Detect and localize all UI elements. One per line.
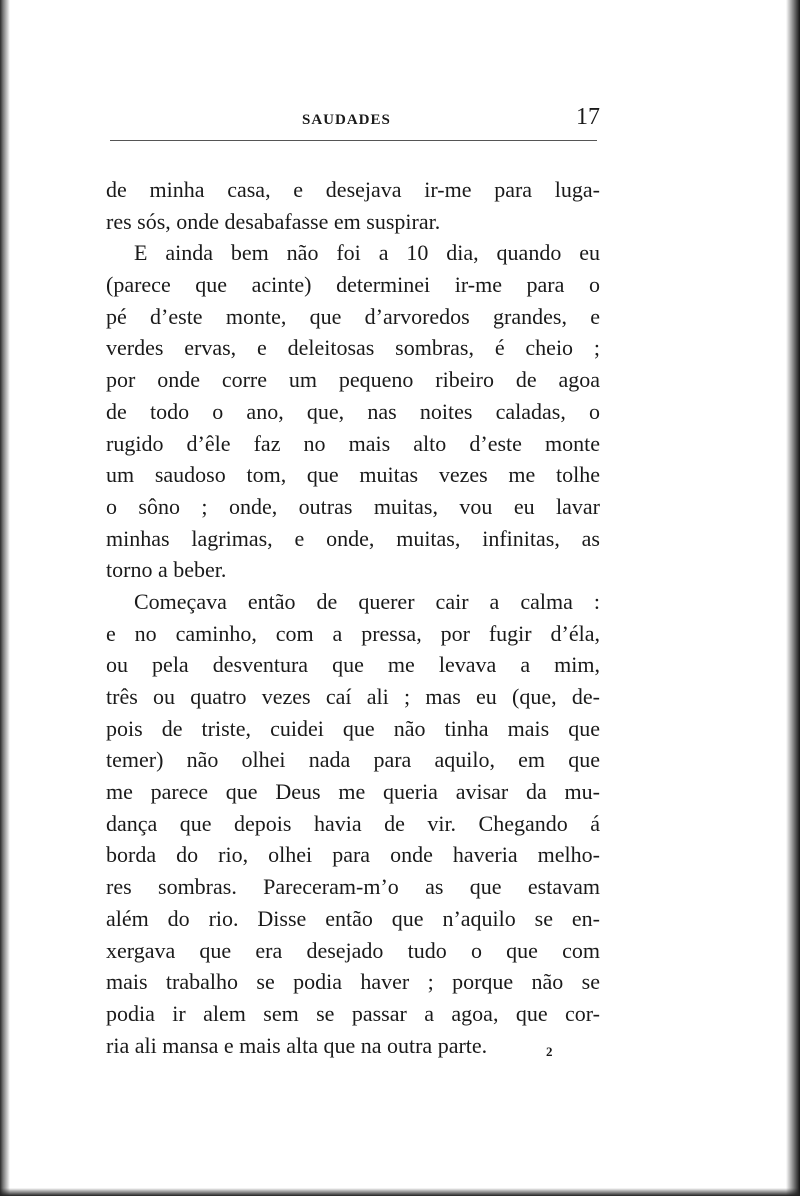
text-line: podia ir alem sem se passar a agoa, que cor- [106,1000,600,1026]
text-line: três ou quatro vezes caí ali ; mas eu (que, de- [106,684,600,709]
text-line: ou pela desventura que me levava a mim, [106,652,600,678]
text-line: por onde corre um pequeno ribeiro de agoa [106,367,600,393]
text-line: um saudoso tom, que muitas vezes me tolhe [106,462,600,488]
text-line: dança que depois havia de vir. Chegando á [106,810,600,836]
text-line: pé d’este monte, que d’arvoredos grandes, e [106,303,600,329]
text-line: além do rio. Disse então que n’aquilo se en- [106,905,600,931]
signature-mark: 2 [546,1044,553,1059]
text-line: res sombras. Pareceram-m’o as que estavam [106,874,600,900]
text-line: de minha casa, e desejava ir-me para luga- [106,177,600,202]
running-head-title: SAUDADES [302,112,391,128]
text-line: temer) não olhei nada para aquilo, em que [106,747,600,773]
header-rule [110,140,597,141]
text-line: res sós, onde desabafasse em suspirar. [106,208,441,234]
page-edge-right [786,0,800,1196]
body-text [106,174,600,1061]
text-line: rugido d’êle faz no mais alto d’este monte [106,430,600,456]
text-line: xergava que era desejado tudo o que com [106,937,600,963]
text-line: verdes ervas, e deleitosas sombras, é cheio ; [106,335,600,361]
text-line: mais trabalho se podia haver ; porque não se [106,969,600,995]
text-line: e no caminho, com a pressa, por fugir d’éla, [106,620,600,646]
page-number: 17 [576,104,600,130]
text-line: borda do rio, olhei para onde haveria melho- [106,842,600,868]
text-line: (parece que acinte) determinei ir-me para o [106,272,600,298]
text-line: de todo o ano, que, nas noites caladas, o [106,398,600,424]
text-line: E ainda bem não foi a 10 dia, quando eu [134,240,600,266]
text-line: torno a beber. [106,557,227,583]
page-edge-bottom [0,1188,800,1196]
text-line: ria ali mansa e mais alta que na outra parte. [106,1032,488,1058]
text-line: minhas lagrimas, e onde, muitas, infinitas, as [106,525,600,551]
text-line: o sôno ; onde, outras muitas, vou eu lavar [106,493,600,519]
text-line: pois de triste, cuidei que não tinha mais que [106,715,600,741]
text-line: me parece que Deus me queria avisar da mu- [106,779,600,805]
running-head [110,104,600,134]
page-edge-left [0,0,10,1196]
text-line: Começava então de querer cair a calma : [134,588,600,614]
